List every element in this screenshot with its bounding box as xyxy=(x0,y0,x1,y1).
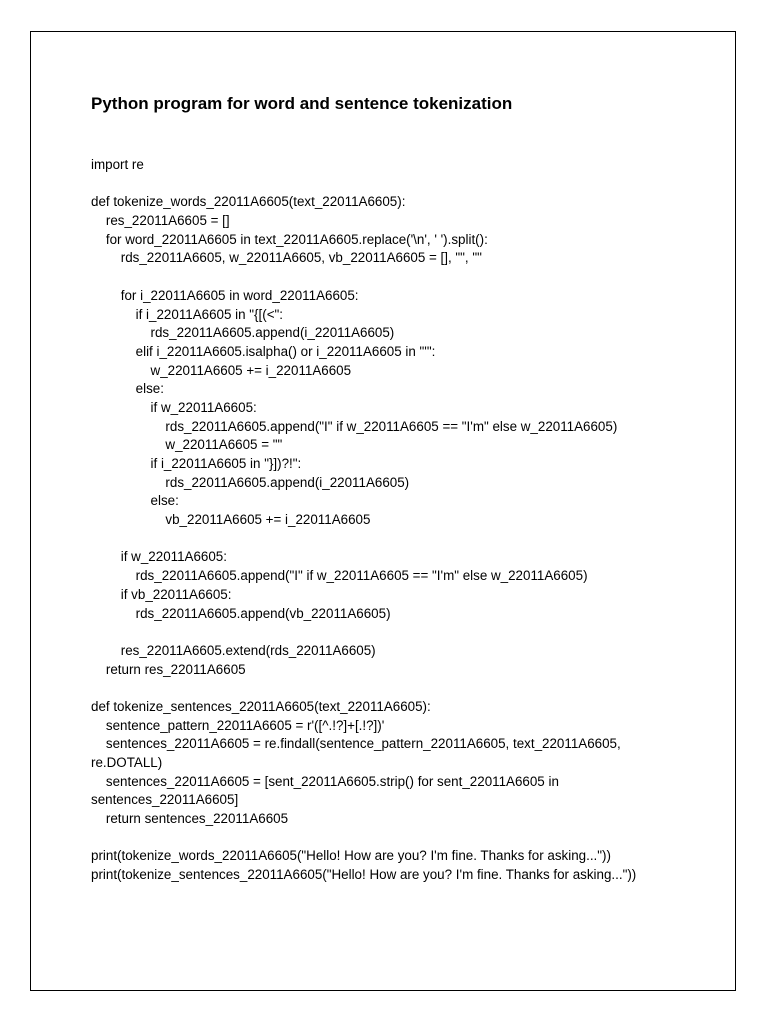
code-line: import re xyxy=(91,157,144,172)
code-line: for word_22011A6605 in text_22011A6605.replace('\n', ' ').split(): xyxy=(91,231,488,247)
code-line xyxy=(91,175,711,194)
code-line: rds_22011A6605.append(i_22011A6605) xyxy=(91,474,410,490)
code-line xyxy=(91,530,711,549)
code-line: elif i_22011A6605.isalpha() or i_22011A6605 in "'": xyxy=(91,343,436,359)
code-line: print(tokenize_sentences_22011A6605("Hello! How are you? I'm fine. Thanks for asking...")) xyxy=(91,867,637,883)
code-line xyxy=(91,623,711,642)
code-line: rds_22011A6605.append(i_22011A6605) xyxy=(91,325,395,341)
code-line: if i_22011A6605 in "}])?!": xyxy=(91,456,302,471)
code-line: if i_22011A6605 in "{[(<": xyxy=(91,306,284,322)
document-title: Python program for word and sentence tokenization xyxy=(91,94,513,113)
code-line xyxy=(91,829,711,848)
code-line: sentences_22011A6605 = [sent_22011A6605.strip() for sent_22011A6605 in xyxy=(91,773,559,789)
code-line: res_22011A6605.extend(rds_22011A6605) xyxy=(91,642,376,658)
code-line: w_22011A6605 += i_22011A6605 xyxy=(91,362,352,378)
code-line: rds_22011A6605.append(vb_22011A6605) xyxy=(91,605,391,621)
code-line: if w_22011A6605: xyxy=(91,399,257,415)
code-line: sentences_22011A6605] xyxy=(91,792,239,808)
code-line: else: xyxy=(91,381,164,397)
code-line: for i_22011A6605 in word_22011A6605: xyxy=(91,287,359,303)
code-line xyxy=(91,679,711,698)
code-line: vb_22011A6605 += i_22011A6605 xyxy=(91,512,371,528)
code-line: if vb_22011A6605: xyxy=(91,586,232,602)
code-line: return res_22011A6605 xyxy=(91,661,246,677)
code-line: re.DOTALL) xyxy=(91,755,163,770)
code-line: res_22011A6605 = [] xyxy=(91,213,230,229)
code-line: rds_22011A6605.append("I" if w_22011A6605 == "I'm" else w_22011A6605) xyxy=(91,568,588,584)
code-line: w_22011A6605 = "" xyxy=(91,437,283,453)
code-line: return sentences_22011A6605 xyxy=(91,811,289,827)
code-line: rds_22011A6605, w_22011A6605, vb_22011A6605 = [], "", "" xyxy=(91,250,482,266)
code-block xyxy=(91,156,711,885)
code-line: if w_22011A6605: xyxy=(91,549,227,565)
code-line: rds_22011A6605.append("I" if w_22011A6605 == "I'm" else w_22011A6605) xyxy=(91,418,618,434)
code-line xyxy=(91,268,711,287)
code-line: else: xyxy=(91,493,179,509)
code-line: def tokenize_words_22011A6605(text_22011A6605): xyxy=(91,194,406,210)
document-page xyxy=(30,31,736,991)
code-line: sentence_pattern_22011A6605 = r'([^.!?]+[.!?])' xyxy=(91,717,385,733)
code-line: sentences_22011A6605 = re.findall(sentence_pattern_22011A6605, text_22011A6605, xyxy=(91,736,621,752)
code-line: print(tokenize_words_22011A6605("Hello! How are you? I'm fine. Thanks for asking...")) xyxy=(91,848,611,864)
code-line: def tokenize_sentences_22011A6605(text_22011A6605): xyxy=(91,698,431,714)
